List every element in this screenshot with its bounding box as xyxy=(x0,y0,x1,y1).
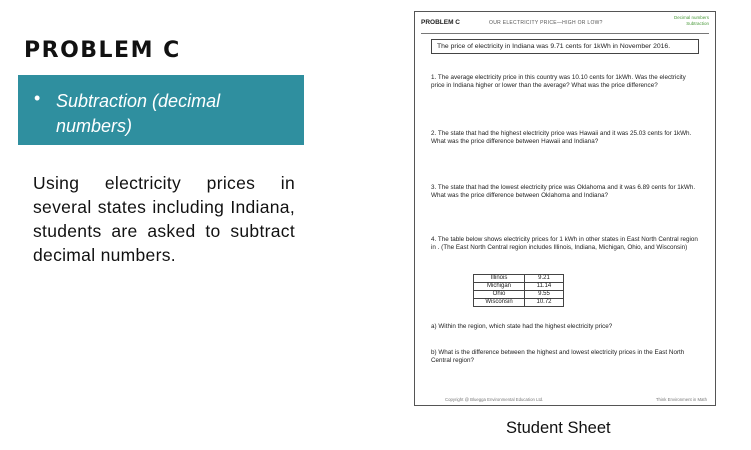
header-divider xyxy=(421,33,709,34)
table-row xyxy=(474,275,564,283)
student-sheet-preview xyxy=(414,11,716,406)
sheet-header xyxy=(421,15,709,33)
price-cell: 10.72 xyxy=(525,299,564,307)
copyright-text: Copyright @ Bluegga Environmental Education Ltd. xyxy=(445,397,544,402)
state-cell: Wisconsin xyxy=(474,299,525,307)
question-4: 4. The table below shows electricity prices for 1 kWh in other states in East North Central region in . (The East North Central region includes Illinois, Indiana, Michigan, Ohio, and Wisconsin) xyxy=(431,236,698,252)
sheet-tag-line: Subtraction xyxy=(686,20,709,26)
sheet-problem-label: PROBLEM C xyxy=(421,19,460,26)
topic-text: Subtraction (decimal numbers) xyxy=(56,91,221,136)
price-cell: 9.21 xyxy=(525,275,564,283)
price-cell: 11.14 xyxy=(525,283,564,291)
problem-title: PROBLEM C xyxy=(24,38,181,63)
sheet-tag-line: Decimal numbers xyxy=(673,15,709,20)
topic-banner xyxy=(18,75,304,145)
bullet-icon: • xyxy=(34,88,41,108)
table-row xyxy=(474,283,564,291)
state-cell: Ohio xyxy=(474,291,525,299)
problem-description: Using electricity prices in several states including Indiana, students are asked to subtract decimal numbers. xyxy=(33,173,295,265)
state-cell: Illinois xyxy=(474,275,525,283)
question-1: 1. The average electricity price in this country was 10.10 cents for 1kWh. Was the electricity price in Indiana higher or lower than the average? What was the price difference? xyxy=(431,74,686,90)
sub-question-b: b) What is the difference between the highest and lowest electricity prices in the East North Central region? xyxy=(431,349,685,365)
footer-tagline: Think Environment in Math xyxy=(655,397,707,402)
sheet-header-title: OUR ELECTRICITY PRICE—HIGH OR LOW? xyxy=(489,20,603,26)
question-3: 3. The state that had the lowest electricity price was Oklahoma and it was 6.89 cents for 1kWh. What was the price difference between Oklahoma and Indiana? xyxy=(431,184,696,200)
table-row xyxy=(474,299,564,307)
state-cell: Michigan xyxy=(474,283,525,291)
price-cell: 9.55 xyxy=(525,291,564,299)
sheet-topic-tag xyxy=(674,15,709,26)
sheet-caption: Student Sheet xyxy=(506,419,611,437)
intro-box: The price of electricity in Indiana was 9.71 cents for 1kWh in November 2016. xyxy=(431,39,699,54)
sub-question-a: a) Within the region, which state had the highest electricity price? xyxy=(431,323,613,330)
price-table xyxy=(473,274,564,307)
question-2: 2. The state that had the highest electricity price was Hawaii and it was 25.03 cents for 1kWh. What was the price difference between Hawaii and Indiana? xyxy=(431,130,692,146)
table-row xyxy=(474,291,564,299)
